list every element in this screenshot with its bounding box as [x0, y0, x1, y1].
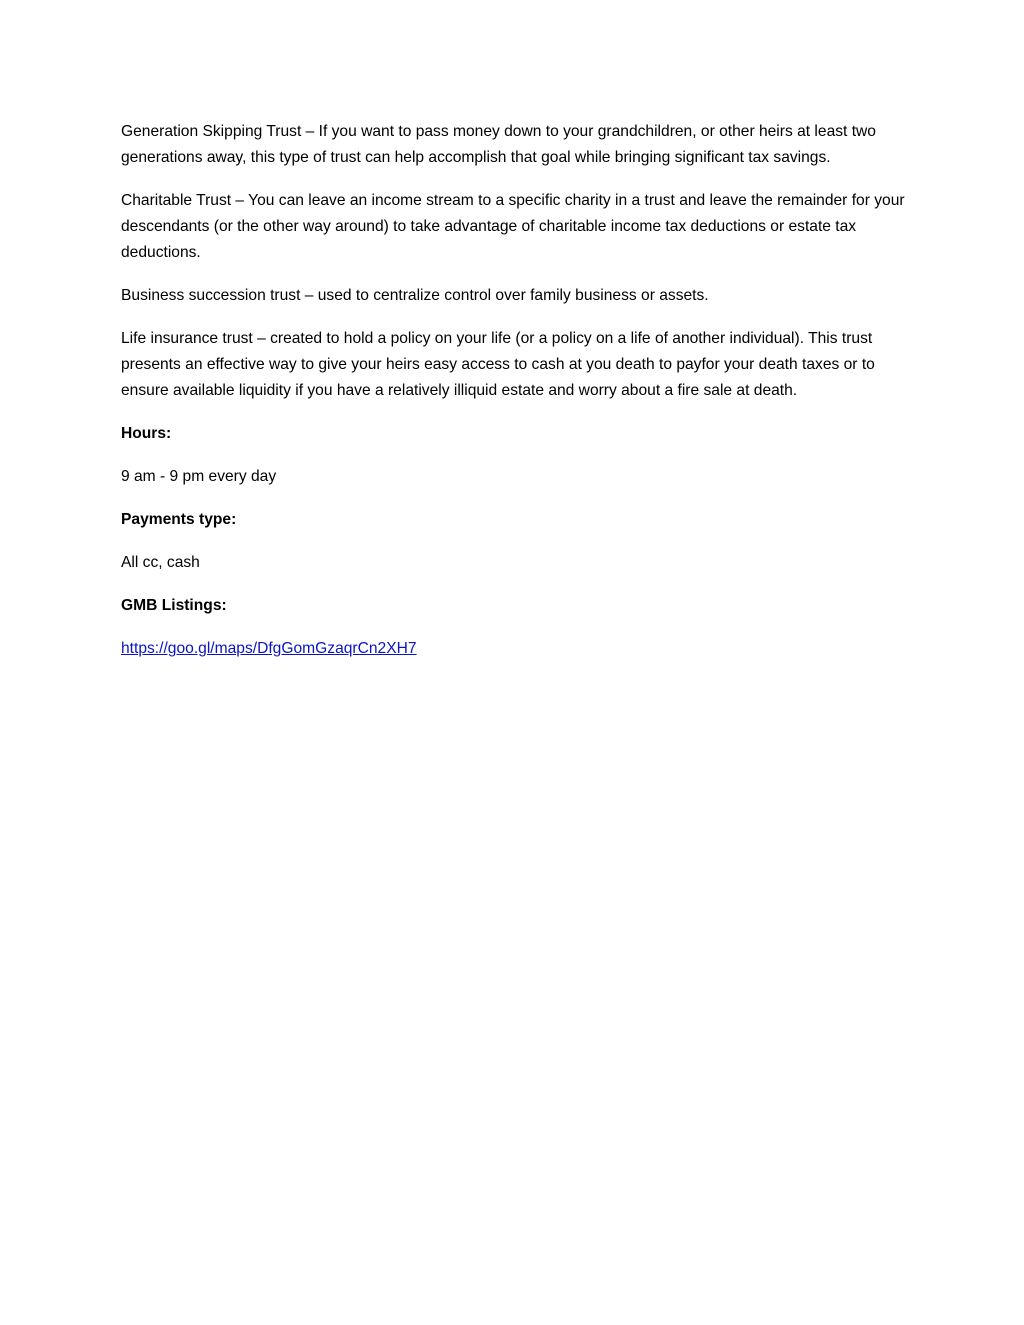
paragraph-life-insurance-trust: Life insurance trust – created to hold a policy on your life (or a policy on a life of another individual). This trust presents an effective way to give your heirs easy access to cash at you death to payfor your death taxes or to ensure available liquidity if you have a relatively illiquid estate and worry about a fire sale at death. — [121, 330, 875, 399]
paragraph-business-succession-trust: Business succession trust – used to centralize control over family business or assets. — [121, 287, 709, 304]
paragraph-charitable-trust: Charitable Trust – You can leave an income stream to a specific charity in a trust and leave the remainder for your descendants (or the other way around) to take advantage of charitable income tax deductions or estate tax deductions. — [121, 192, 905, 261]
document-body — [121, 119, 911, 679]
gmb-listing-line — [121, 636, 911, 662]
hours-value: 9 am - 9 pm every day — [121, 468, 277, 485]
gmb-listing-link[interactable]: https://goo.gl/maps/DfgGomGzaqrCn2XH7 — [121, 640, 417, 657]
gmb-listings-label: GMB Listings: — [121, 597, 227, 614]
hours-label: Hours: — [121, 425, 172, 442]
payments-type-value: All cc, cash — [121, 554, 200, 571]
payments-type-label: Payments type: — [121, 511, 237, 528]
paragraph-generation-skipping-trust: Generation Skipping Trust – If you want to pass money down to your grandchildren, or other heirs at least two generations away, this type of trust can help accomplish that goal while bringing significant tax savings. — [121, 123, 876, 166]
